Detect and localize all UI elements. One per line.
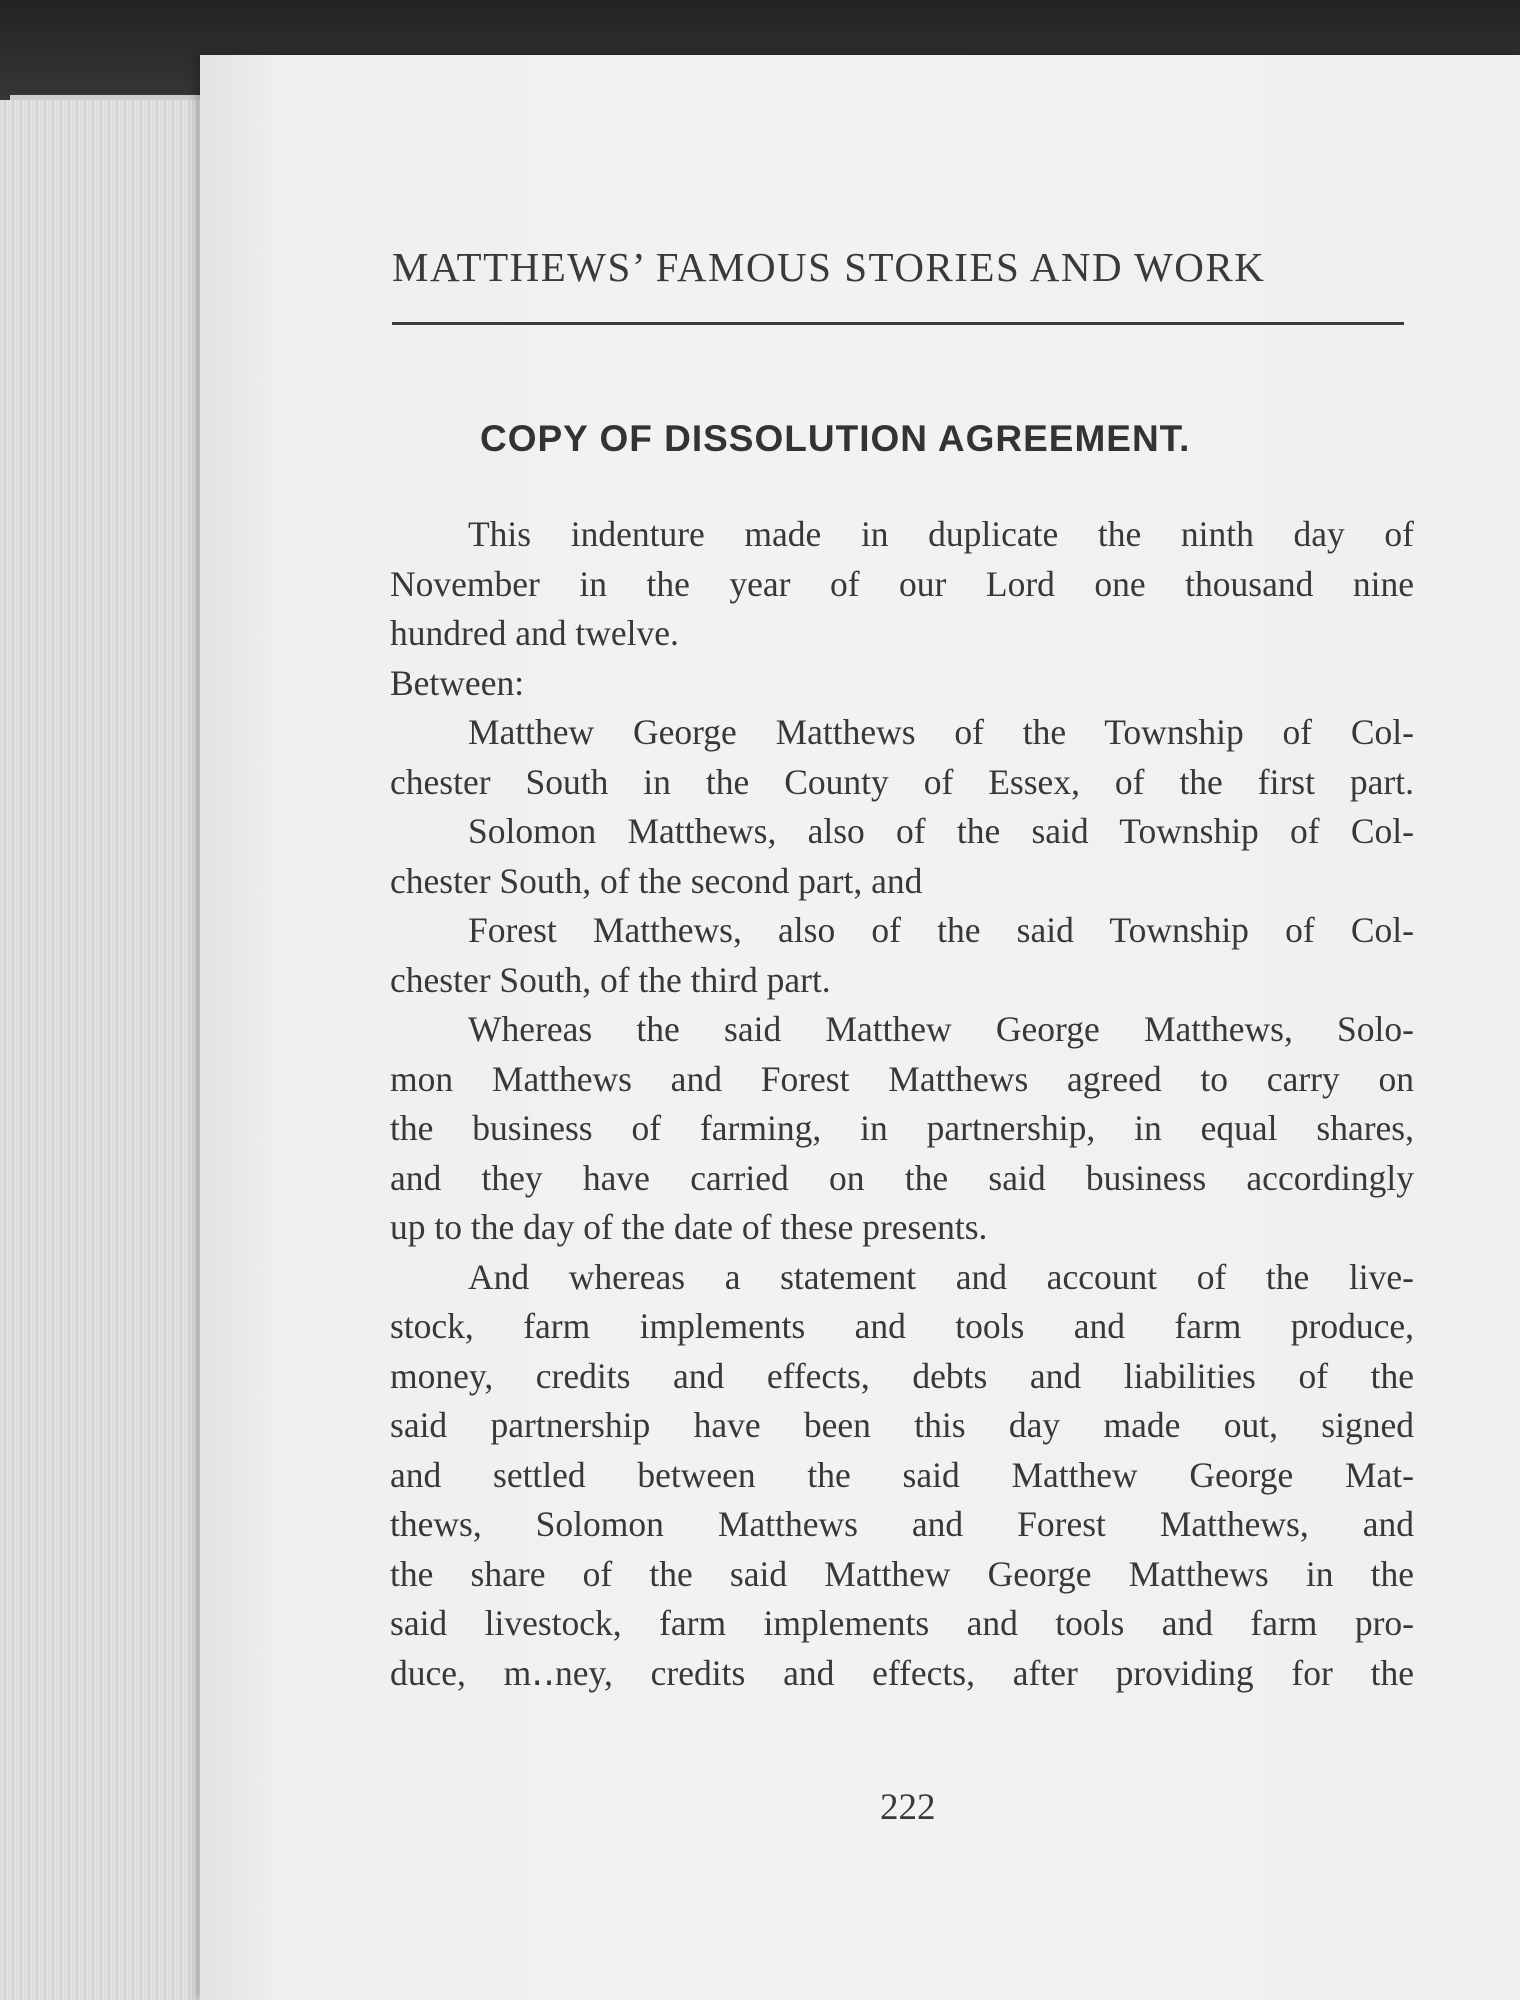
body-line-23: said livestock, farm implements and tools and farm pro- xyxy=(390,1603,1414,1643)
body-line-3: hundred and twelve. xyxy=(390,613,679,653)
body-line-19: said partnership have been this day made out, signed xyxy=(390,1405,1414,1445)
page-number: 222 xyxy=(880,1787,936,1828)
body-line-7: Solomon Matthews, also of the said Township of Col- xyxy=(468,811,1414,851)
body-text xyxy=(390,510,1414,1698)
running-head: MATTHEWS’ FAMOUS STORIES AND WORK xyxy=(392,244,1266,290)
section-title: COPY OF DISSOLUTION AGREEMENT. xyxy=(480,418,1191,459)
body-line-15: up to the day of the date of these presents. xyxy=(390,1207,988,1247)
body-line-1: This indenture made in duplicate the ninth day of xyxy=(468,514,1414,554)
body-line-12: mon Matthews and Forest Matthews agreed to carry on xyxy=(390,1058,1414,1099)
header-rule xyxy=(392,322,1404,325)
body-line-5: Matthew George Matthews of the Township of Col- xyxy=(468,712,1414,752)
body-line-17: stock, farm implements and tools and farm produce, xyxy=(390,1306,1414,1346)
body-line-6: chester South in the County of Essex, of the first part. xyxy=(390,761,1414,802)
body-line-16: And whereas a statement and account of the live- xyxy=(468,1256,1414,1297)
body-line-22: the share of the said Matthew George Matthews in the xyxy=(390,1553,1414,1594)
body-line-13: the business of farming, in partnership, in equal shares, xyxy=(390,1108,1414,1148)
body-line-8: chester South, of the second part, and xyxy=(390,860,923,901)
body-line-4: Between: xyxy=(390,662,525,703)
body-line-18: money, credits and effects, debts and liabilities of the xyxy=(390,1355,1414,1396)
body-line-10: chester South, of the third part. xyxy=(390,959,831,1000)
body-line-21: thews, Solomon Matthews and Forest Matthews, and xyxy=(390,1504,1414,1544)
body-line-24: duce, m․․ney, credits and effects, after providing for the xyxy=(390,1652,1414,1693)
body-line-9: Forest Matthews, also of the said Township of Col- xyxy=(468,910,1414,950)
body-line-14: and they have carried on the said business accordingly xyxy=(390,1157,1414,1198)
body-line-20: and settled between the said Matthew George Mat- xyxy=(390,1454,1414,1495)
body-line-11: Whereas the said Matthew George Matthews, Solo- xyxy=(468,1009,1414,1049)
body-line-2: November in the year of our Lord one thousand nine xyxy=(390,563,1414,604)
